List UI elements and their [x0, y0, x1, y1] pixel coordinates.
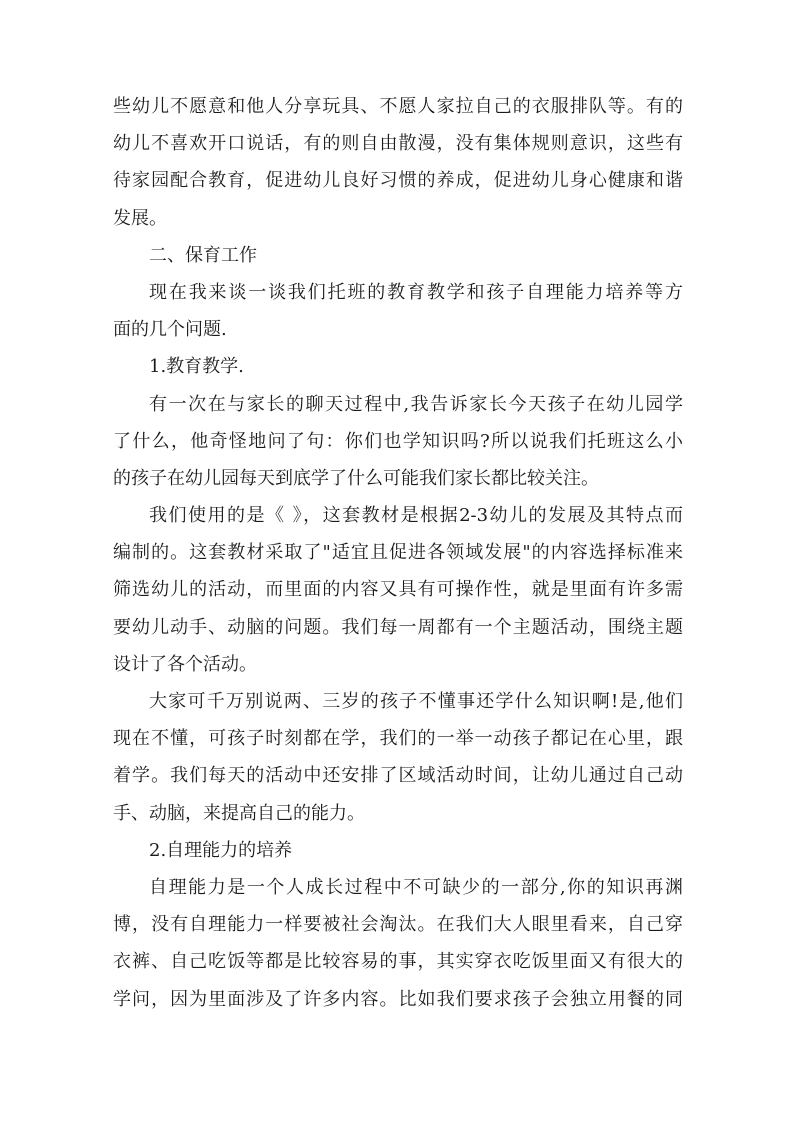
text-line: 要幼儿动手、动脑的问题。我们每一周都有一个主题活动，围绕主题 — [113, 616, 683, 638]
text-line: 博，没有自理能力一样要被社会淘汰。在我们大人眼里看来，自己穿 — [113, 914, 683, 936]
text-line: 1.教育教学. — [149, 356, 244, 378]
text-line: 着学。我们每天的活动中还安排了区域活动时间，让幼儿通过自己动 — [113, 765, 683, 787]
text-line: 二、保育工作 — [149, 244, 257, 266]
text-line: 了什么，他奇怪地问了句：你们也学知识吗?所以说我们托班这么小 — [113, 430, 683, 452]
text-line: 现在不懂，可孩子时刻都在学，我们的一举一动孩子都记在心里，跟 — [113, 728, 683, 750]
text-line: 发展。 — [113, 207, 167, 229]
text-line: 学问，因为里面涉及了许多内容。比如我们要求孩子会独立用餐的同 — [113, 988, 683, 1010]
text-line: 些幼儿不愿意和他人分享玩具、不愿人家拉自己的衣服排队等。有的 — [113, 96, 683, 117]
text-line: 现在我来谈一谈我们托班的教育教学和孩子自理能力培养等方 — [149, 281, 683, 303]
text-line: 衣裤、自己吃饭等都是比较容易的事，其实穿衣吃饭里面又有很大的 — [113, 951, 683, 973]
text-line: 有一次在与家长的聊天过程中,我告诉家长今天孩子在幼儿园学 — [149, 393, 683, 415]
text-line: 2.自理能力的培养 — [149, 839, 293, 861]
text-line: 的孩子在幼儿园每天到底学了什么可能我们家长都比较关注。 — [113, 467, 599, 489]
text-line: 幼儿不喜欢开口说话，有的则自由散漫，没有集体规则意识，这些有 — [113, 133, 683, 155]
text-line: 筛选幼儿的活动，而里面的内容又具有可操作性，就是里面有许多需 — [113, 579, 683, 601]
text-line: 设计了各个活动。 — [113, 653, 257, 675]
text-line: 我们使用的是《 》，这套教材是根据2-3幼儿的发展及其特点而 — [149, 505, 683, 527]
text-line: 大家可千万别说两、三岁的孩子不懂事还学什么知识啊!是,他们 — [149, 691, 683, 712]
text-line: 编制的。这套教材采取了"适宜且促进各领域发展"的内容选择标准来 — [113, 542, 683, 564]
text-line: 自理能力是一个人成长过程中不可缺少的一部分,你的知识再渊 — [149, 876, 683, 898]
text-line: 手、动脑，来提高自己的能力。 — [113, 802, 365, 824]
text-line: 面的几个问题. — [113, 319, 227, 341]
document-body — [113, 88, 683, 1018]
text-line: 待家园配合教育，促进幼儿良好习惯的养成，促进幼儿身心健康和谐 — [113, 170, 683, 192]
